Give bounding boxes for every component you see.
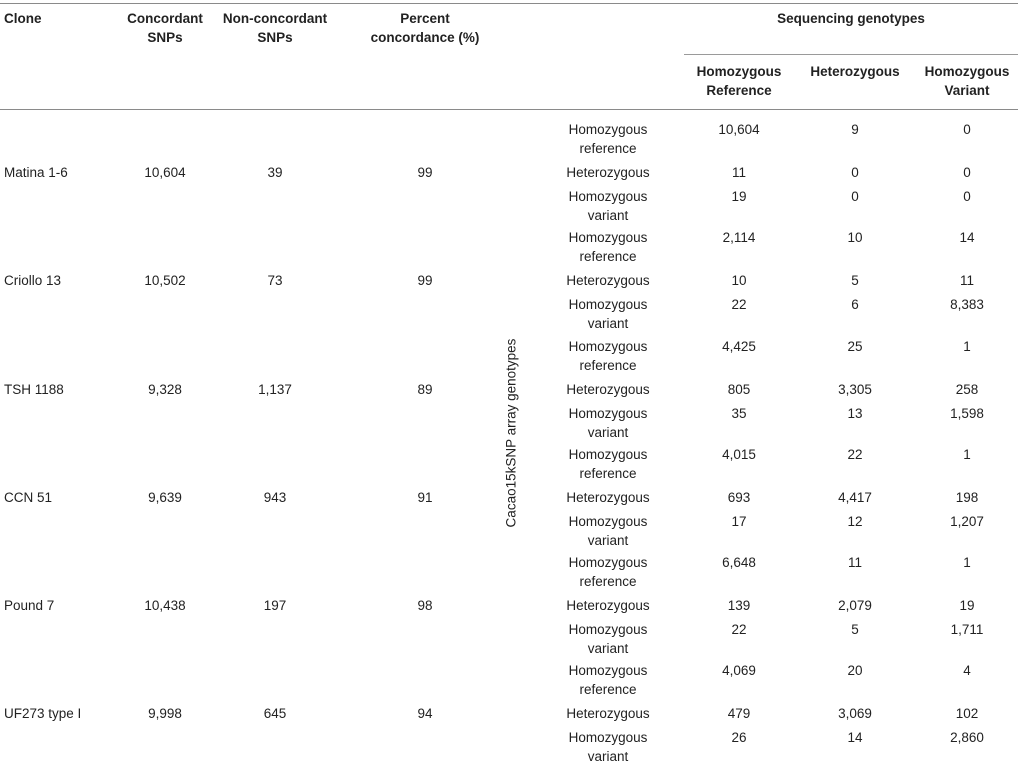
matrix-cell: 0 xyxy=(963,165,971,180)
matrix-cell: 1 xyxy=(963,447,971,462)
matrix-cell: 20 xyxy=(847,663,863,678)
matrix-cell: 26 xyxy=(731,730,747,745)
matrix-cell: 2,079 xyxy=(838,598,872,613)
concordant-snps: 9,639 xyxy=(148,490,182,505)
concordant-snps: 10,502 xyxy=(144,273,186,288)
concordant-snps: 10,438 xyxy=(144,598,186,613)
row-label-het: Heterozygous xyxy=(566,165,650,180)
row-label-hom-var-line1: Homozygous xyxy=(568,514,648,529)
matrix-cell: 22 xyxy=(847,447,863,462)
matrix-cell: 10 xyxy=(731,273,747,288)
clone-row-group xyxy=(0,553,1018,656)
clone-name: Criollo 13 xyxy=(4,273,62,288)
nonconcordant-snps: 943 xyxy=(263,490,287,505)
matrix-cell: 139 xyxy=(727,598,751,613)
matrix-cell: 258 xyxy=(955,382,979,397)
header-clone: Clone xyxy=(4,11,42,26)
matrix-cell: 1 xyxy=(963,555,971,570)
row-label-hom-ref-line2: reference xyxy=(579,249,637,264)
header-concordant-line1: Concordant xyxy=(127,11,203,26)
matrix-cell: 14 xyxy=(959,230,975,245)
matrix-cell: 14 xyxy=(847,730,863,745)
matrix-cell: 4,417 xyxy=(838,490,872,505)
header-hom-var-line2: Variant xyxy=(944,83,990,98)
matrix-cell: 9 xyxy=(851,122,859,137)
header-percent-line1: Percent xyxy=(400,11,450,26)
row-label-hom-ref-line2: reference xyxy=(579,141,637,156)
matrix-cell: 25 xyxy=(847,339,863,354)
matrix-cell: 12 xyxy=(847,514,863,529)
matrix-cell: 8,383 xyxy=(950,297,984,312)
array-genotypes-label: Cacao15kSNP array genotypes xyxy=(503,338,519,528)
concordant-snps: 9,328 xyxy=(148,382,182,397)
clone-row-group xyxy=(0,661,1018,764)
row-label-hom-ref-line1: Homozygous xyxy=(568,447,648,462)
matrix-cell: 0 xyxy=(963,189,971,204)
row-label-het: Heterozygous xyxy=(566,382,650,397)
matrix-cell: 4,015 xyxy=(722,447,756,462)
matrix-cell: 10,604 xyxy=(718,122,760,137)
header-het: Heterozygous xyxy=(810,64,900,79)
matrix-cell: 2,860 xyxy=(950,730,984,745)
row-label-hom-var-line2: variant xyxy=(587,208,629,223)
matrix-cell: 1 xyxy=(963,339,971,354)
row-label-het: Heterozygous xyxy=(566,273,650,288)
clone-row-group xyxy=(0,120,1018,223)
matrix-cell: 5 xyxy=(851,622,859,637)
matrix-cell: 0 xyxy=(963,122,971,137)
row-label-hom-ref-line2: reference xyxy=(579,466,637,481)
row-label-hom-var-line1: Homozygous xyxy=(568,297,648,312)
header-hom-var-line1: Homozygous xyxy=(924,64,1010,79)
matrix-cell: 19 xyxy=(731,189,747,204)
header-nonconcordant-line1: Non-concordant xyxy=(222,11,328,26)
header-concordant-line2: SNPs xyxy=(147,30,183,45)
percent-concordance: 99 xyxy=(417,273,433,288)
nonconcordant-snps: 39 xyxy=(267,165,283,180)
percent-concordance: 98 xyxy=(417,598,433,613)
row-label-het: Heterozygous xyxy=(566,490,650,505)
clone-row-group xyxy=(0,337,1018,440)
matrix-cell: 1,207 xyxy=(950,514,984,529)
row-label-hom-ref-line2: reference xyxy=(579,358,637,373)
row-label-hom-var-line2: variant xyxy=(587,425,629,440)
clone-name: TSH 1188 xyxy=(4,382,64,397)
nonconcordant-snps: 197 xyxy=(263,598,287,613)
percent-concordance: 99 xyxy=(417,165,433,180)
matrix-cell: 805 xyxy=(727,382,751,397)
clone-name: Matina 1-6 xyxy=(4,165,68,180)
row-label-hom-var-line1: Homozygous xyxy=(568,189,648,204)
percent-concordance: 91 xyxy=(417,490,433,505)
row-label-hom-ref-line2: reference xyxy=(579,682,637,697)
matrix-cell: 4 xyxy=(963,663,971,678)
concordant-snps: 10,604 xyxy=(144,165,186,180)
header-hom-ref-line1: Homozygous xyxy=(696,64,782,79)
concordant-snps: 9,998 xyxy=(148,706,182,721)
matrix-cell: 1,711 xyxy=(950,622,984,637)
clone-name: CCN 51 xyxy=(4,490,53,505)
matrix-cell: 5 xyxy=(851,273,859,288)
matrix-cell: 0 xyxy=(851,165,859,180)
matrix-cell: 198 xyxy=(955,490,979,505)
row-label-het: Heterozygous xyxy=(566,598,650,613)
matrix-cell: 35 xyxy=(731,406,747,421)
matrix-cell: 22 xyxy=(731,297,747,312)
matrix-cell: 4,425 xyxy=(722,339,756,354)
row-label-hom-ref-line1: Homozygous xyxy=(568,663,648,678)
matrix-cell: 13 xyxy=(847,406,863,421)
header-hom-ref-line2: Reference xyxy=(706,83,772,98)
matrix-cell: 6 xyxy=(851,297,859,312)
matrix-cell: 6,648 xyxy=(722,555,756,570)
matrix-cell: 10 xyxy=(847,230,863,245)
matrix-cell: 0 xyxy=(851,189,859,204)
header-percent-line2: concordance (%) xyxy=(370,30,480,45)
row-label-hom-ref-line1: Homozygous xyxy=(568,230,648,245)
clone-row-group xyxy=(0,445,1018,548)
row-label-hom-var-line2: variant xyxy=(587,749,629,764)
clone-row-group xyxy=(0,228,1018,331)
clone-name: UF273 type I xyxy=(4,706,82,721)
header-nonconcordant-line2: SNPs xyxy=(257,30,293,45)
matrix-cell: 479 xyxy=(727,706,751,721)
matrix-cell: 17 xyxy=(731,514,747,529)
row-label-hom-var-line1: Homozygous xyxy=(568,622,648,637)
percent-concordance: 89 xyxy=(417,382,433,397)
percent-concordance: 94 xyxy=(417,706,433,721)
row-label-hom-ref-line2: reference xyxy=(579,574,637,589)
row-label-hom-var-line2: variant xyxy=(587,641,629,656)
nonconcordant-snps: 73 xyxy=(267,273,283,288)
row-label-hom-ref-line1: Homozygous xyxy=(568,339,648,354)
matrix-cell: 2,114 xyxy=(722,230,756,245)
matrix-cell: 3,305 xyxy=(838,382,872,397)
matrix-cell: 1,598 xyxy=(950,406,984,421)
row-label-hom-var-line1: Homozygous xyxy=(568,730,648,745)
header-sequencing-genotypes: Sequencing genotypes xyxy=(777,11,925,26)
row-label-hom-ref-line1: Homozygous xyxy=(568,122,648,137)
matrix-cell: 11 xyxy=(847,555,862,570)
nonconcordant-snps: 645 xyxy=(263,706,287,721)
matrix-cell: 11 xyxy=(731,165,746,180)
row-label-hom-var-line2: variant xyxy=(587,316,629,331)
matrix-cell: 22 xyxy=(731,622,747,637)
nonconcordant-snps: 1,137 xyxy=(258,382,292,397)
matrix-cell: 11 xyxy=(959,273,974,288)
row-label-het: Heterozygous xyxy=(566,706,650,721)
matrix-cell: 4,069 xyxy=(722,663,756,678)
matrix-cell: 693 xyxy=(727,490,751,505)
clone-name: Pound 7 xyxy=(4,598,55,613)
row-label-hom-var-line1: Homozygous xyxy=(568,406,648,421)
matrix-cell: 3,069 xyxy=(838,706,872,721)
row-label-hom-var-line2: variant xyxy=(587,533,629,548)
matrix-cell: 102 xyxy=(955,706,979,721)
matrix-cell: 19 xyxy=(959,598,975,613)
row-label-hom-ref-line1: Homozygous xyxy=(568,555,648,570)
